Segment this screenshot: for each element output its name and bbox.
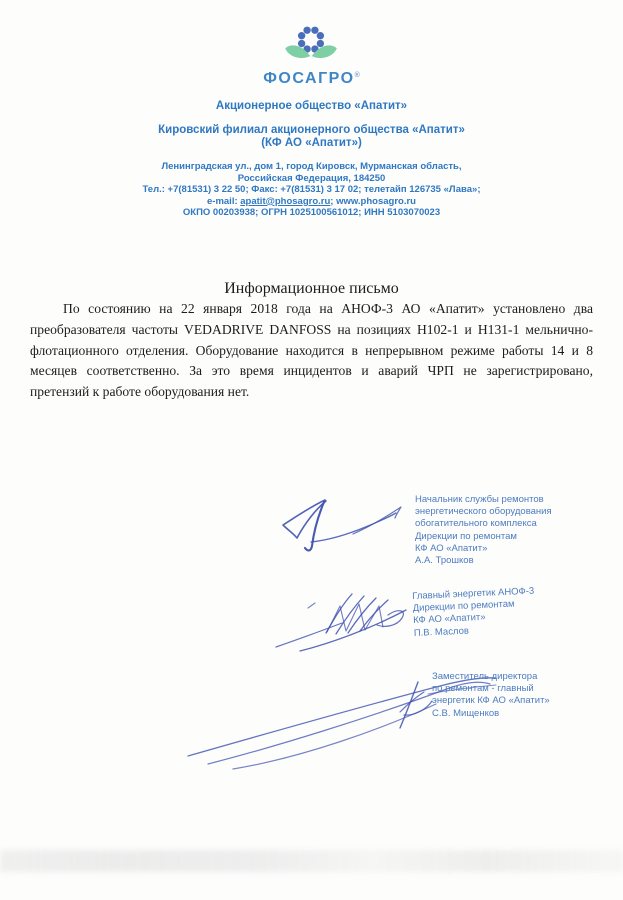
signature-scribble-troshkov — [248, 492, 418, 577]
sig2-title-line: КФ АО «Апатит» — [413, 612, 486, 627]
sig1-title-line: обогатительного комплекса — [415, 518, 537, 530]
sig1-person-name: А.А. Трошков — [415, 555, 474, 567]
sig1-title-line: Дирекции по ремонтам — [415, 530, 517, 542]
branch-name-block — [0, 124, 623, 150]
sig3-title-line: энергетик КФ АО «Апатит» — [432, 695, 550, 707]
signature-block-mishchenkov — [432, 671, 602, 720]
sig3-title-line: по ремонтам - главный — [432, 683, 534, 695]
email-line — [0, 196, 623, 208]
document-body-paragraph: По состоянию на 22 января 2018 года на АНОФ-3 АО «Апатит» установлено два преобразователя частоты VEDADRIVE DANFOSS на позициях Н102-1 и Н131-1 мельнично-флотационного отделения. Оборудование находится в непрерывном режиме работы 14 и 8 месяцев соответственно. За это время инцидентов и аварий ЧРП не зарегистрировано, претензий к работе оборудования нет. — [30, 301, 593, 400]
scan-artifact — [0, 850, 623, 872]
signature-block-maslov — [412, 584, 584, 640]
sig3-person-name: С.В. Мищенков — [432, 707, 500, 719]
letterhead-address-block — [0, 161, 623, 219]
website-address: ; www.phosagro.ru — [330, 195, 416, 207]
company-name-line: Акционерное общество «Апатит» — [215, 100, 408, 112]
sig2-person-name: П.В. Маслов — [413, 625, 470, 639]
signature-scribble-maslov — [270, 585, 415, 660]
branch-name-line2: (КФ АО «Апатит») — [261, 137, 362, 149]
registration-codes-line: ОКПО 00203938; ОГРН 1025100561012; ИНН 5103070023 — [182, 207, 441, 219]
sig1-title-line: энергетического оборудования — [415, 506, 552, 518]
sig3-title-line: Заместитель директора — [432, 671, 538, 682]
phosagro-flower-logo-icon — [279, 24, 343, 74]
branch-name-line1: Кировский филиал акционерного общества «Апатит» — [158, 124, 465, 136]
signature-block-troshkov — [415, 494, 585, 567]
sig1-title-line: КФ АО «Апатит» — [415, 542, 488, 554]
email-address: apatit@phosagro.ru — [240, 195, 331, 207]
contacts-line: Тел.: +7(81531) 3 22 50; Факс: +7(81531) 3 17 02; телетайп 126735 «Лава»; — [142, 184, 481, 196]
address-line1: Ленинградская ул., дом 1, город Кировск, Мурманская область, — [161, 161, 462, 172]
address-line2: Российская Федерация, 184250 — [237, 172, 386, 184]
registered-trademark-mark: ® — [354, 72, 360, 79]
document-title: Информационное письмо — [224, 280, 399, 297]
sig2-title-line: Главный энергетик АНОФ-3 — [412, 585, 535, 602]
sig1-title-line: Начальник службы ремонтов — [415, 494, 544, 505]
brand-wordmark — [0, 70, 623, 88]
sig2-title-line: Дирекции по ремонтам — [412, 598, 515, 615]
brand-name: ФОСАГРО — [263, 70, 355, 87]
email-label: e-mail: — [207, 195, 241, 207]
